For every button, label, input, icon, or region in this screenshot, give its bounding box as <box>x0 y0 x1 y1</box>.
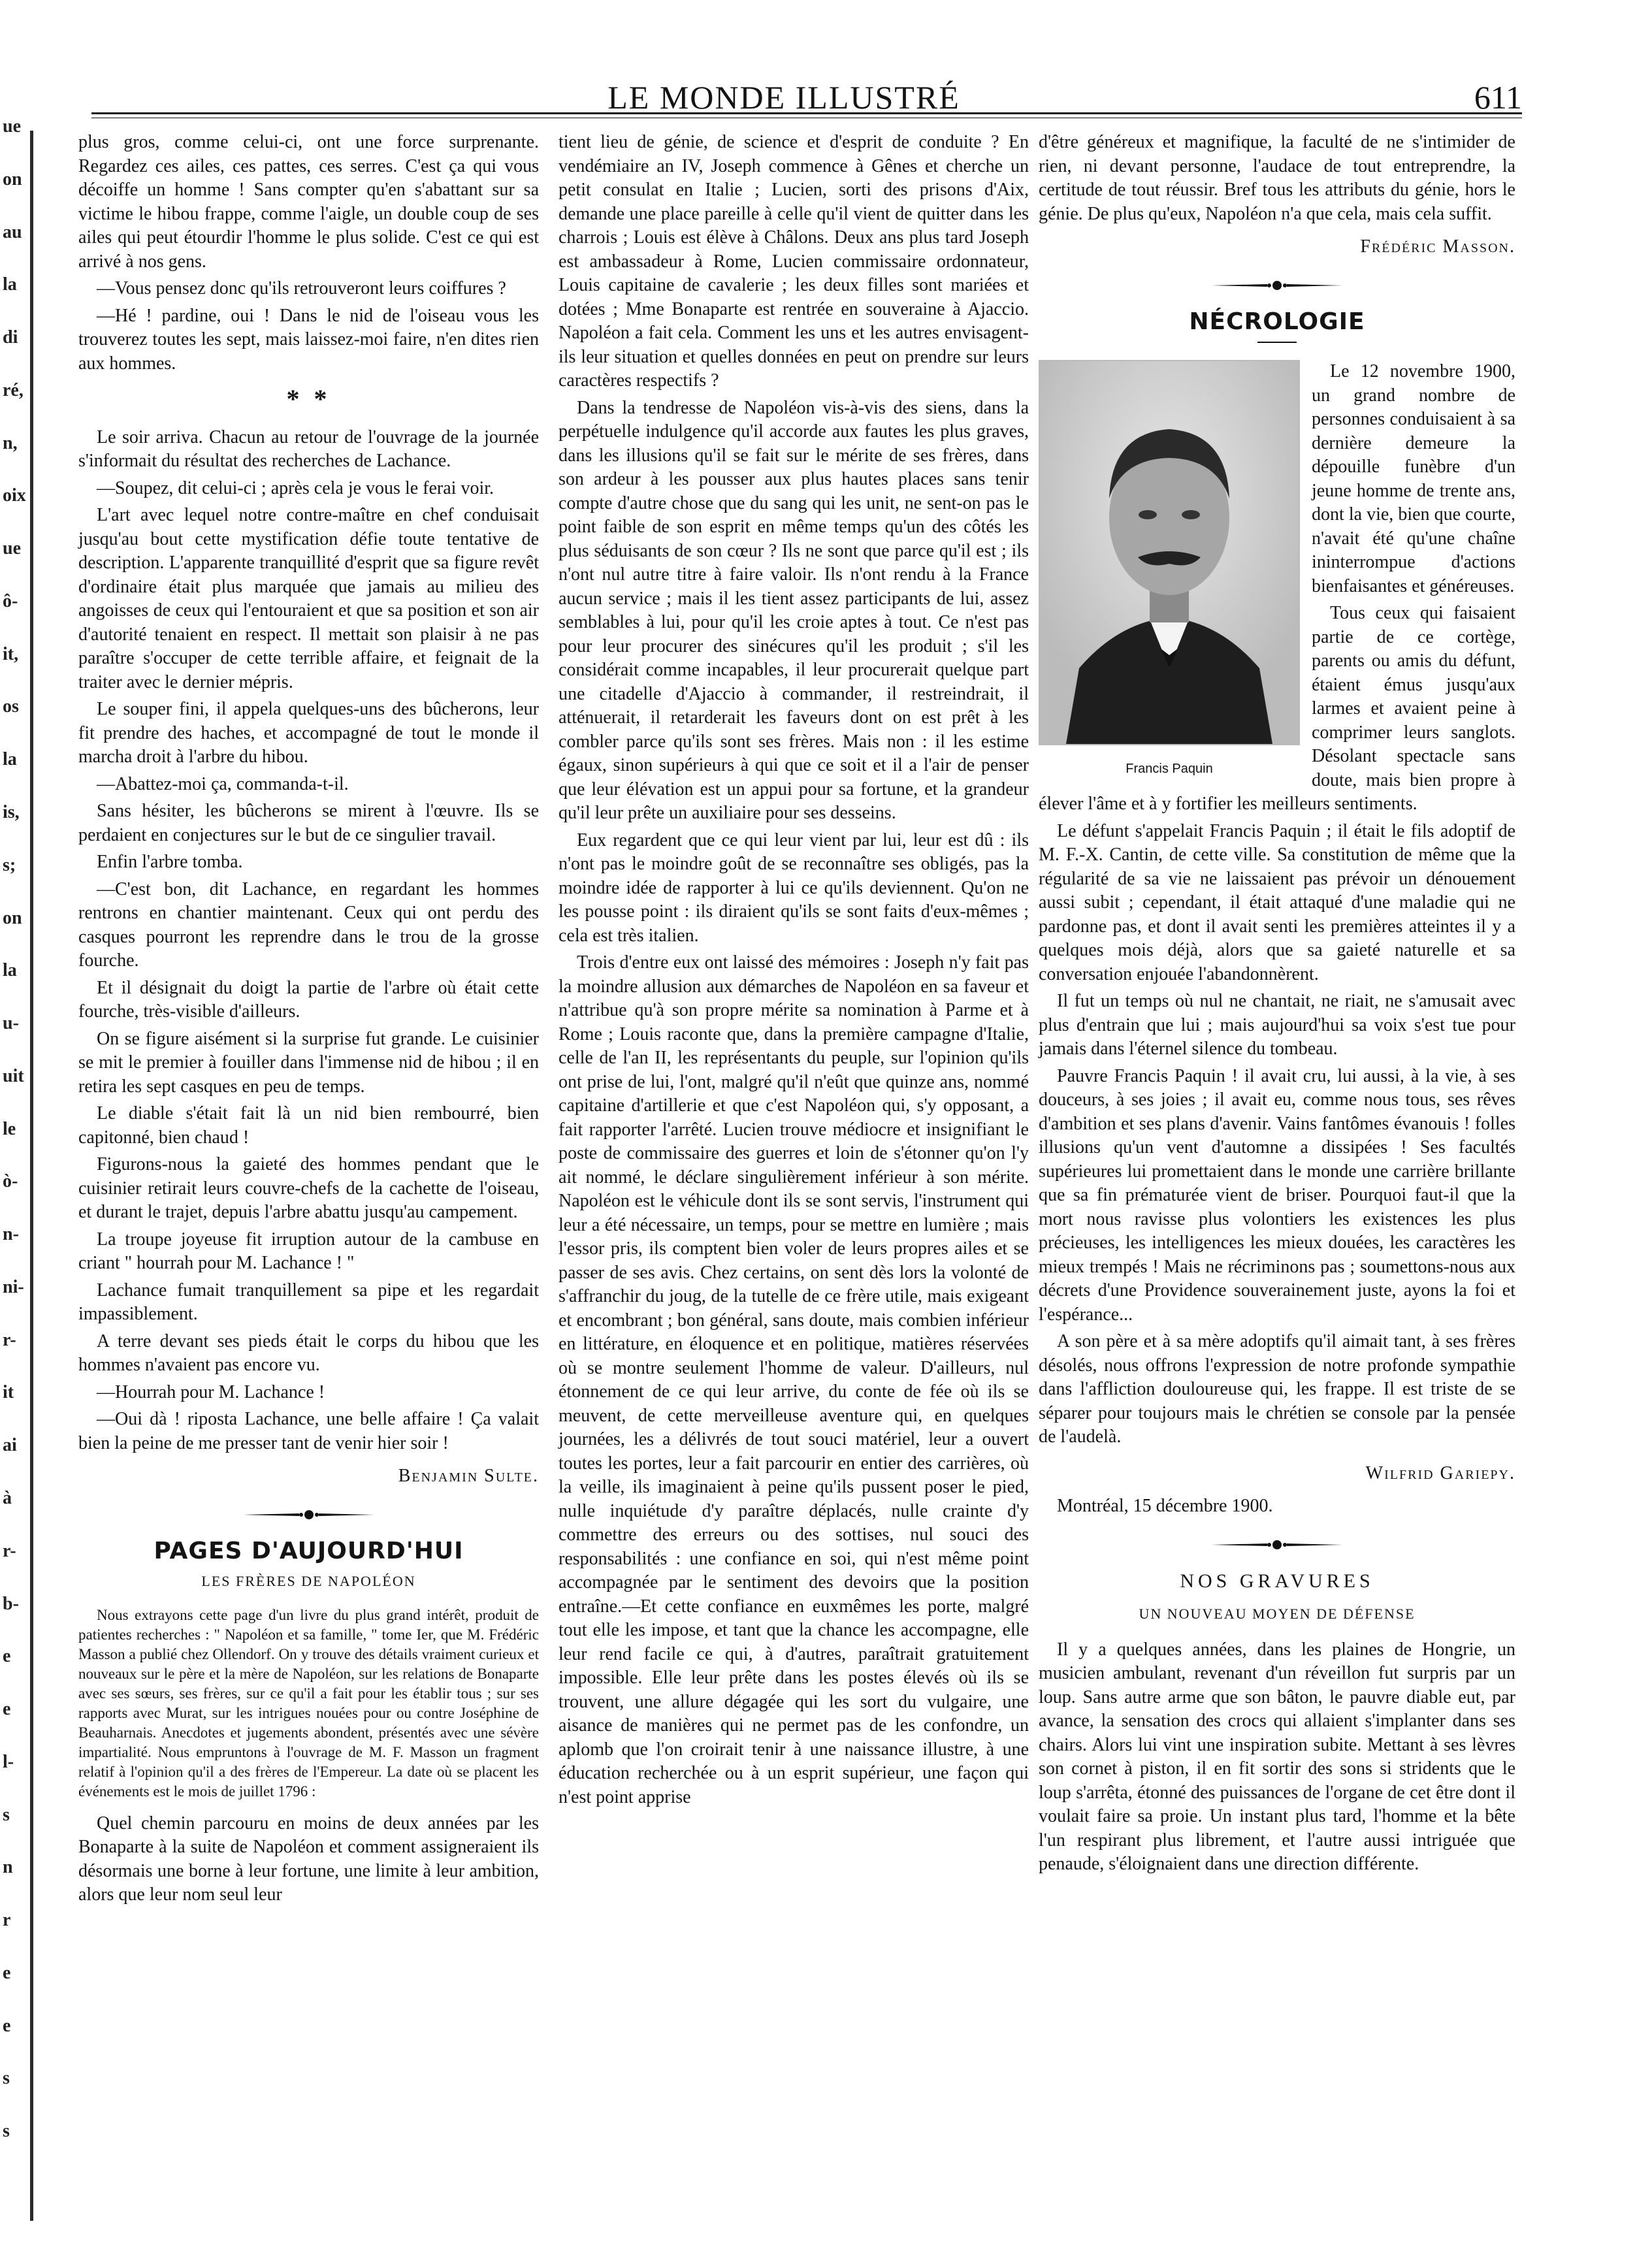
column-2 <box>559 131 1029 1813</box>
paragraph: —C'est bon, dit Lachance, en regardant les hommes rentrons en chantier maintenant. Ceux qui ont perdu des casques pourront les reprendre dans le trou de la grosse fourche. <box>78 879 539 971</box>
edge-fragment: r- <box>3 1541 16 1561</box>
section-title-necrologie: NÉCROLOGIE <box>1189 308 1365 335</box>
edge-fragment: s <box>3 1805 10 1825</box>
edge-fragment: à <box>3 1488 12 1508</box>
paragraph: La troupe joyeuse fit irruption autour de la cambuse en criant " hourrah pour M. Lachance ! " <box>78 1229 539 1273</box>
paragraph: Il y a quelques années, dans les plaines de Hongrie, un musicien ambulant, revenant d'un réveillon fut surpris par un loup. Sans autre arme que son bâton, le pauvre diable eut, par avance, la sensation des crocs qui allaient s'implanter dans ses chairs. Alors lui vint une inspiration subite. Mettant à ses lèvres son cornet à piston, il en fit sortir des sons si stridents que le loup s'arrêta, étonné des puissances de l'organe de cet être dont il voulait faire sa proie. Un instant plus tard, l'homme et la bête l'un respirant plus librement, et l'autre aussi intriguée que penaude, s'éloignaient dans une direction différente. <box>1039 1639 1515 1874</box>
edge-fragment: n <box>3 1857 13 1877</box>
paragraph: Figurons-nous la gaieté des hommes pendant que le cuisinier retirait leurs couvre-chefs de la cachette de l'oiseau, et durant le trajet, depuis l'arbre abattu jusqu'au campement. <box>78 1154 539 1222</box>
paragraph: Et il désignait du doigt la partie de l'arbre où était cette fourche, très-visible d'ailleurs. <box>78 977 539 1022</box>
section-break-asterism: * * <box>286 384 331 413</box>
edge-fragment: it <box>3 1382 14 1402</box>
edge-fragment: is, <box>3 802 20 822</box>
story-continuation <box>78 131 539 376</box>
paragraph: L'art avec lequel notre contre-maître en chef conduisait jusqu'au bout cette mystification défie toute tentative de description. L'apparente tranquillité d'esprit que sa figure revêt d'ordinaire était plus marquée que jamais au milieu des angoisses de ceux qui l'entouraient et que sa position et son air d'autorité tenaient en respect. Il mettait son plaisir à ne pas paraître s'occuper de cette terrible affaire, et feignait de la traiter avec le dernier mépris. <box>78 505 539 692</box>
paragraph: —Abattez-moi ça, commanda-t-il. <box>97 773 349 794</box>
article-start <box>78 1812 539 1907</box>
edge-fragment: on <box>3 169 22 189</box>
paragraph: —Hourrah pour M. Lachance ! <box>97 1381 325 1402</box>
paragraph: Il fut un temps où nul ne chantait, ne riait, ne s'amusait avec plus d'entrain que lui ; mais aujourd'hui sa voix s'est tue pour jamais dans l'éternel silence du tombeau. <box>1039 991 1515 1059</box>
edge-fragment: s <box>3 2068 10 2088</box>
edge-fragment: di <box>3 327 18 347</box>
edge-fragment: ô- <box>3 591 18 611</box>
edge-fragment: ni- <box>3 1277 24 1297</box>
edge-fragment: e <box>3 1646 11 1666</box>
edge-fragment: s <box>3 2121 10 2141</box>
paragraph: —Vous pensez donc qu'ils retrouveront leurs coiffures ? <box>97 278 506 299</box>
edge-fragment: ai <box>3 1435 17 1455</box>
edge-fragment: e <box>3 2016 11 2036</box>
dateline: Montréal, 15 décembre 1900. <box>1057 1496 1273 1516</box>
edge-fragment: ò- <box>3 1171 18 1191</box>
paragraph: Tous ceux qui faisaient partie de ce cortège, parents ou amis du défunt, étaient émus jusqu'aux larmes et avaient peine à comprimer leurs sanglots. Désolant spectacle sans doute, mais bien propre à élever l'âme et à y fortifier les meilleurs sentiments. <box>1039 603 1515 814</box>
edge-fragment: s; <box>3 855 16 875</box>
edge-fragment: e <box>3 1699 11 1719</box>
paragraph: Lachance fumait tranquillement sa pipe et les regardait impassiblement. <box>78 1280 539 1324</box>
publication-title: LE MONDE ILLUSTRÉ <box>607 79 960 116</box>
ornament-divider <box>1205 276 1349 295</box>
section-title-pages: PAGES D'AUJOURD'HUI <box>154 1537 464 1564</box>
edge-fragment: r <box>3 1910 11 1930</box>
article-end <box>1039 131 1515 226</box>
portrait-figure <box>1039 360 1300 781</box>
portrait-caption: Francis Paquin <box>1126 762 1213 776</box>
ornament-divider <box>237 1506 381 1524</box>
author-signature: Benjamin Sulte. <box>398 1466 539 1486</box>
paragraph: On se figure aisément si la surprise fut grande. Le cuisinier se mit le premier à fouiller dans l'immense nid de hibou ; il en retira les sept casques en peu de temps. <box>78 1028 539 1097</box>
paragraph: Le défunt s'appelait Francis Paquin ; il était le fils adoptif de M. F.-X. Cantin, de cette ville. Sa constitution de même que la régularité de sa vie ne laissaient pas prévoir un dénouement aussi subit ; cependant, il était attaqué d'une maladie qui ne pardonne pas, et dont il avait senti les premières atteintes il y a quelques mois déjà, alors que sa gaieté naturelle et sa conversation enjouée l'abandonnèrent. <box>1039 820 1515 984</box>
edge-fragment: ue <box>3 116 21 137</box>
engraving-text <box>1039 1638 1515 1877</box>
adjacent-page-edge <box>0 118 25 2221</box>
edge-fragment: l- <box>3 1752 14 1772</box>
edge-fragment: on <box>3 908 22 928</box>
column-3 <box>1039 131 1515 1880</box>
paragraph: —Hé ! pardine, oui ! Dans le nid de l'oiseau vous les trouverez toutes les sept, mais laissez-moi faire, n'en dites rien aux hommes. <box>78 305 539 374</box>
paragraph: A son père et à sa mère adoptifs qu'il aimait tant, à ses frères désolés, nous offrons l'expression de notre profonde sympathie dans l'affliction douloureuse qui, les frappe. Il est triste de se séparer pour toujours mais le chrétien se console par la pensée de l'audelà. <box>1039 1331 1515 1447</box>
article-body <box>559 131 1029 1809</box>
edge-fragment: oix <box>3 485 26 506</box>
edge-fragment: b- <box>3 1594 19 1614</box>
edge-fragment: r- <box>3 1330 16 1350</box>
paragraph: plus gros, comme celui-ci, ont une force surprenante. Regardez ces ailes, ces pattes, ces serres. C'est ça qui vous décoiffe un homme ! Sans compter qu'en s'abattant sur sa victime le hibou frappe, comme l'aigle, un double coup de ses ailes qui peut étourdir l'homme le plus solide. C'est ce qui est arrivé à nos gens. <box>78 132 539 272</box>
edge-fragment: ré, <box>3 380 24 400</box>
edge-fragment: n, <box>3 433 18 453</box>
intro-note: Nous extrayons cette page d'un livre du plus grand intérêt, produit de patientes recherches : " Napoléon et sa famille, " tome Ier, que M. Frédéric Masson a publié chez Ollendorf. On y trouve des détails vraiment curieux et nouveaux sur le père et la mère de Napoléon, sur les relations de Bonaparte avec ses sœurs, ses frères, sur ce qu'il a fait pour les établir tous ; sur ses rapports avec Murat, sur les intrigues nouées pour ou contre Joséphine de Beauharnais. Anecdotes et jugements abondent, présentés avec une sévère impartialité. Nous empruntons à l'ouvrage de M. F. Masson un fragment relatif à l'opinion qu'il a des frères de l'Empereur. La date où se placent les événements est le mois de juillet 1796 : <box>78 1606 539 1800</box>
edge-fragment: la <box>3 749 17 769</box>
paragraph: d'être généreux et magnifique, la faculté de ne s'intimider de rien, ni devant personne, l'audace de tout entreprendre, la certitude de tout réussir. Bref tous les attributs du génie, hors le génie. De plus qu'eux, Napoléon n'a que cela, mais cela suffit. <box>1039 132 1515 224</box>
column-1 <box>78 131 539 1911</box>
paragraph: Eux regardent que ce qui leur vient par lui, leur est dû : ils n'ont pas le moindre goût de se reconnaître ses obligés, pas la moindre idée de rapporter à lui ce qu'ils deviennent. Qu'on ne les pousse point : ils diraient qu'ils se sont faits d'eux-mêmes ; cela est très italien. <box>559 830 1029 946</box>
portrait-photo <box>1039 360 1300 745</box>
paragraph: Trois d'entre eux ont laissé des mémoires : Joseph n'y fait pas la moindre allusion aux démarches de Napoléon en sa faveur et n'attribue qu'à son propre mérite sa nomination à Parme et à Rome ; Louis raconte que, dans la première campagne d'Italie, celle de l'an II, les représentants du peuple, sur l'opinion qu'ils ont prise de lui, l'ont, malgré qu'il n'eût que quinze ans, nommé capitaine d'artillerie et que c'est Napoléon qui, s'y opposant, a fait rapporter l'arrêté. Lucien trouve médiocre et insignifiant le poste de commissaire des guerres et loin de s'étonner qu'on l'y ait nommé, le déclare singulièrement inférieur à son mérite. Napoléon est le véhicule dont ils se sont servis, l'instrument qui leur a été nécessaire, un temps, pour se mettre en lumière ; mais l'essor pris, ils comptent bien voler de leurs propres ailes et se passer de ses avis. Chez certains, on sent dès lors la volonté de s'affranchir du joug, de la tutelle de ce frère utile, mais exigeant et encombrant ; bon général, sans doute, mais combien inférieur en littérature, en éloquence et en politique, matières réservées où se montre seulement l'homme de valeur. D'ailleurs, nul étonnement de ce qui leur arrive, du conte de fée où ils se meuvent, de cette merveilleuse aventure qui, en quelques journées, les a délivrés de tout souci matériel, leur a ouvert toutes les portes, leur a fait parcourir en entier des carrières, où la veille, ils imaginaient à peine qu'ils pussent poser le pied, nulle inquiétude d'y paraître déplacés, nulle crainte d'y commettre des erreurs ou des sottises, nul souci des responsabilités : une confiance en soi, qui n'est même point accompagnée par le sentiment des devoirs que la position entraîne.—Et cette confiance en euxmêmes les porte, malgré tout elle les impose, et tant que la chance les accompagne, elle leur rend facile ce qui, à d'autres, paraîtrait gratuitement impossible. Elle leur prête dans les postes élevés où ils se trouvent, une allure dégagée qui les sort du vulgaire, une aisance de manières qui ne permet pas de les confondre, un aplomb que l'on croirait tenir à une naissance illustre, à une éducation recherchée ou à un esprit supérieur, une façon qui n'est point apprise <box>559 952 1029 1807</box>
edge-fragment: le <box>3 1119 16 1139</box>
author-signature-gariepy: Wilfrid Gariepy. <box>1365 1462 1515 1483</box>
paragraph: Enfin l'arbre tomba. <box>97 852 243 872</box>
section-subtitle-freres: LES FRÈRES DE NAPOLÉON <box>201 1573 416 1589</box>
edge-fragment: la <box>3 960 17 980</box>
binding-edge <box>30 131 33 2221</box>
paragraph: Quel chemin parcouru en moins de deux années par les Bonaparte à la suite de Napoléon et comment assigneraient ils désormais une borne à leur fortune, une limite à leur ambition, alors que leur nom seul leur <box>78 1813 539 1905</box>
edge-fragment: u- <box>3 1013 19 1033</box>
header-rule <box>91 112 1522 114</box>
edge-fragment: la <box>3 274 17 295</box>
edge-fragment: ue <box>3 538 21 558</box>
edge-fragment: n- <box>3 1224 19 1244</box>
paragraph: Dans la tendresse de Napoléon vis-à-vis des siens, dans la perpétuelle indulgence qu'il accorde aux fautes les plus graves, dans les illusions qu'il se fait sur le mérite de ses frères, dans son ardeur à les pousser aux plus hautes places sans tenir compte d'autre chose que du sang qui les unit, ne sent-on pas le point faible de son esprit en même temps qu'un des côtés les plus séduisants de son cœur ? Ils ne sont que parce qu'il est ; ils n'ont nul autre titre à faire valoir. Ils n'ont rendu à la France aucun service ; mais il les tient assez participants de lui, assez semblables à lui, pour qu'il les croie aptes à tout. Ce n'est pas pour leur procurer des sinécures qu'il les produit ; s'il les considérait comme incapables, il leur procurerait quelque part une citadelle d'Ajaccio à commander, il restreindrait, il atténuerait, il retarderait les faveurs dont on est prêt à les combler parce qu'ils sont ses frères. Mais non : il les estime égaux, sinon supérieurs à qui que ce soit et il a l'air de penser que leur élévation est un appui pour sa fortune, et la grandeur qu'il leur prête un auxiliaire pour ses desseins. <box>559 397 1029 823</box>
edge-fragment: e <box>3 1963 11 1983</box>
edge-fragment: uit <box>3 1066 24 1086</box>
edge-fragment: au <box>3 222 22 242</box>
edge-fragment: os <box>3 696 19 717</box>
ornament-divider <box>1205 1536 1349 1554</box>
author-signature-masson: Frédéric Masson. <box>1360 236 1515 257</box>
paragraph: Le souper fini, il appela quelques-uns des bûcherons, leur fit prendre des haches, et accompagné de tout le monde il marcha droit à l'arbre du hibou. <box>78 699 539 767</box>
paragraph: Le soir arriva. Chacun au retour de l'ouvrage de la journée s'informait du résultat des recherches de Lachance. <box>78 427 539 471</box>
section-subtitle-defense: UN NOUVEAU MOYEN DE DÉFENSE <box>1139 1606 1416 1622</box>
section-title-gravures: NOS GRAVURES <box>1180 1570 1374 1592</box>
paragraph: —Oui dà ! riposta Lachance, une belle affaire ! Ça valait bien la peine de me presser tant de venir hier soir ! <box>78 1409 539 1453</box>
edge-fragment: it, <box>3 644 19 664</box>
paragraph: Sans hésiter, les bûcherons se mirent à l'œuvre. Ils se perdaient en conjectures sur le but de ce singulier travail. <box>78 801 539 845</box>
paragraph: Pauvre Francis Paquin ! il avait cru, lui aussi, à la vie, à ses douceurs, à ses joies ; il avait eu, comme nous tous, ses rêves d'ambition et ses plans d'avenir. Vains fantômes évanouis ! folles illusions qu'un vent d'automne a dissipées ! Ses facultés supérieures lui promettaient dans le monde une carrière brillante que sa fin prématurée vient de briser. Pourquoi faut-il que la mort nous ravisse plus volontiers les existences les plus précieuses, les intelligences les mieux douées, les caractères les mieux trempés ! Mais ne récriminons pas ; soumettons-nous aux décrets d'une Providence souverainement juste, ayons la foi et l'espérance... <box>1039 1065 1515 1325</box>
story-conclusion <box>78 426 539 1456</box>
title-rule <box>1257 342 1297 343</box>
paragraph: A terre devant ses pieds était le corps du hibou que les hommes n'avaient pas encore vu. <box>78 1331 539 1375</box>
paragraph: Le diable s'était fait là un nid bien rembourré, bien capitonné, bien chaud ! <box>78 1103 539 1148</box>
page-number: 611 <box>1474 79 1522 116</box>
paragraph: tient lieu de génie, de science et d'esprit de conduite ? En vendémiaire an IV, Joseph commence à Gênes et cherche un petit consulat en Italie ; Lucien, sorti des prisons d'Aix, demande une place pareille à celle qu'il vient de quitter dans les charrois ; Louis est élève à Châlons. Deux ans plus tard Joseph est ambassadeur à Rome, Lucien commissaire ordonnateur, Louis capitaine de cavalerie ; les deux filles sont mariées et dotées ; Mme Bonaparte est rentrée en souveraine à Ajaccio. Napoléon a fait cela. Comment les uns et les autres envisagent-ils leur situation et quelles données en peut on prendre sur leurs caractères respectifs ? <box>559 132 1029 391</box>
paragraph: Le 12 novembre 1900, un grand nombre de personnes conduisaient à sa dernière demeure la dépouille funèbre d'un jeune homme de trente ans, dont la vie, bien que courte, n'avait été qu'une chaîne ininterrompue d'actions bienfaisantes et généreuses. <box>1312 361 1515 596</box>
paragraph: —Soupez, dit celui-ci ; après cela je vous le ferai voir. <box>97 477 494 498</box>
